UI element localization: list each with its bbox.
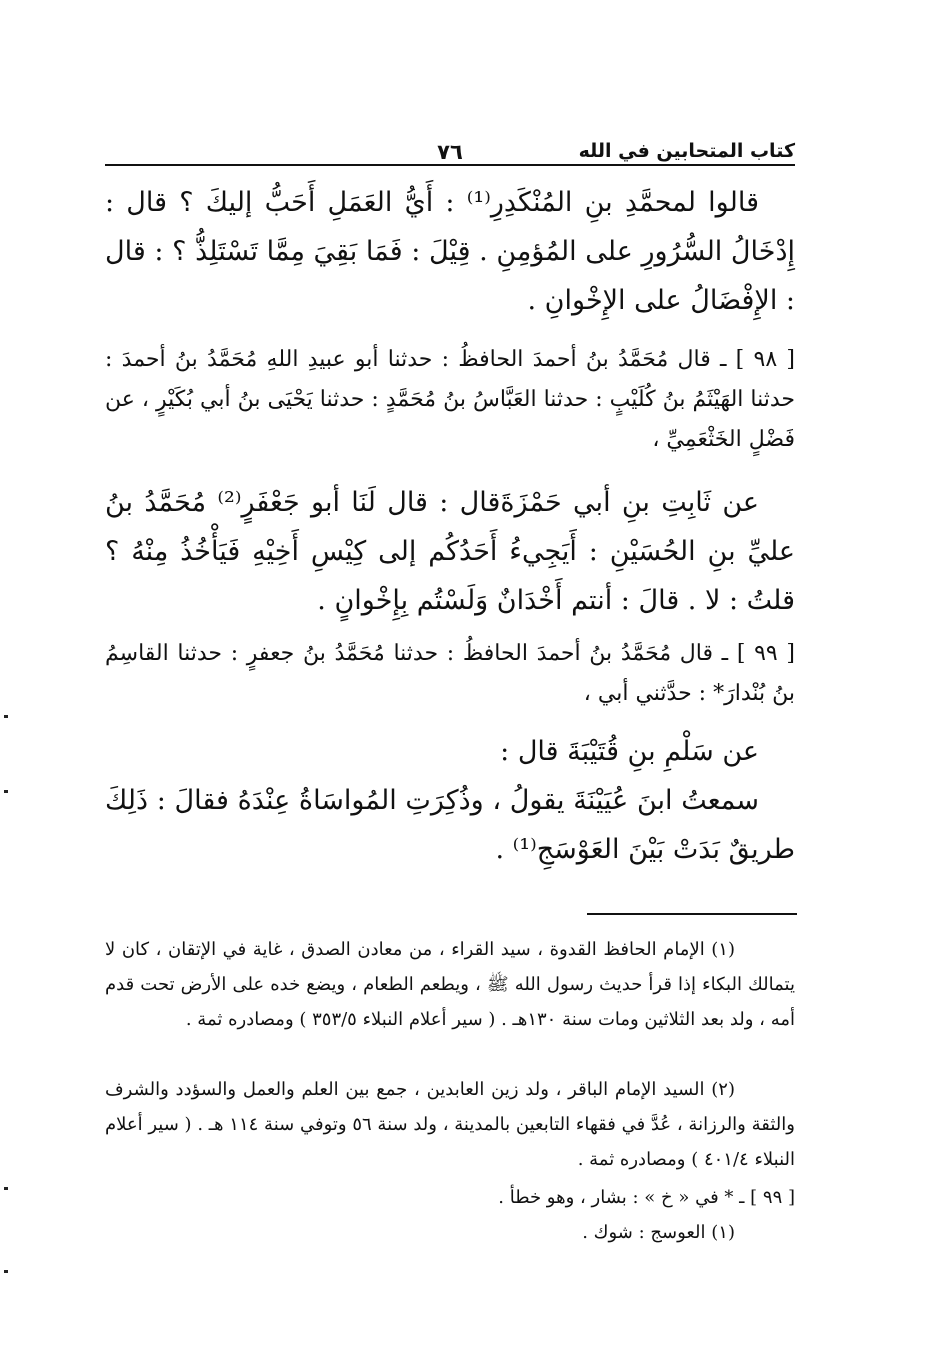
footnote-editorial-99: [ ٩٩ ] ـ * في « خ » : بشار ، وهو خطأ . [498,1187,795,1208]
paragraph-5: عن سَلْمِ بنِ قُتَيْبَةَ قال : [500,736,759,767]
footnote-rule [587,913,797,915]
header-rule [105,164,795,166]
paragraph-6: سمعتُ ابنَ عُيَيْنَةَ يقولُ ، وذُكِرَتِ المُواسَاةُ عِنْدَهُ فقالَ : ذَلِكَ طريقٌ بَدَتْ بَيْنَ العَوْسَجِ⁽¹⁾ . [105,785,795,865]
footnote-1: (١) الإمام الحافظ القدوة ، سيد القراء ، من معادن الصدق ، غاية في الإتقان ، كان لا يتمالك البكاء إذا قرأ حديث رسول الله ﷺ ، ويطعم الطعام ، ويضع خده على الأرض تحت قدم أمه ، ولد بعد الثلاثين ومات سنة ١٣٠هـ . ( سير أعلام النبلاء ٣٥٣/٥ ) ومصادره ثمة . [105,939,795,1030]
paragraph-hadith-99: [ ٩٩ ] ـ قال مُحَمَّدُ بنُ أحمدَ الحافظُ : حدثنا مُحَمَّدُ بنُ جعفرٍ : حدثنا القاسِمُ بنُ بُنْدارَ* : حدَّثني أبي ، [105,641,796,706]
page-number: ٧٦ [437,140,463,164]
paragraph-1: قالوا لمحمَّدِ بنِ المُنْكَدِرِ⁽¹⁾ : أَيُّ العَمَلِ أَحَبُّ إليكَ ؟ قال : إِدْخَالُ السُّرُورِ على المُؤمِنِ . قِيْلَ : فَمَا بَقِيَ مِمَّا تَسْتَلِذُّ ؟ : قال : الإِفْضَالُ على الإِخْوانِ . [105,187,795,316]
paragraph-3: عن ثَابِتِ بنِ أبي حَمْزَةَقال : قال لَنَا أبو جَعْفَرٍ⁽²⁾ مُحَمَّدُ بنُ عليِّ بنِ الحُسَيْنِ : أَيَجِيءُ أَحَدُكُم إلى كِيْسِ أَخِيْهِ فَيَأْخُذُ مِنْهُ ؟ قلتُ : لا . قالَ : أنتم أَخْدَانٌ وَلَسْتُم بِإِخْوانٍ . [105,487,795,616]
page-header [105,128,795,164]
book-title: كتاب المتحابين في الله [578,140,795,162]
paragraph-hadith-98: [ ٩٨ ] ـ قال مُحَمَّدُ بنُ أحمدَ الحافظُ : حدثنا أبو عبيدِ اللهِ مُحَمَّدُ بنُ أحمدَ : حدثنا الهَيْثَمُ بنُ كُلَيْبٍ : حدثنا العَبَّاسُ بنُ مُحَمَّدٍ : حدثنا يَحْيَى بنُ أبي بُكَيْرٍ ، عن فَضْلٍ الخَثْعَمِيِّ ، [105,347,796,452]
scan-mark [4,1187,8,1190]
scan-mark [4,715,8,718]
footnote-2: (٢) السيد الإمام الباقر ، ولد زين العابدين ، جمع بين العلم والعمل والسؤدد والشرف والثقة والرزانة ، عُدَّ في فقهاء التابعين بالمدينة ، ولد سنة ٥٦ وتوفي سنة ١١٤ هـ . ( سير أعلام النبلاء ٤٠١/٤ ) ومصادره ثمة . [105,1079,795,1170]
scan-mark [4,790,8,793]
scan-mark [4,1270,8,1273]
footnote-awsaj: (١) العوسج : شوك . [582,1222,735,1243]
